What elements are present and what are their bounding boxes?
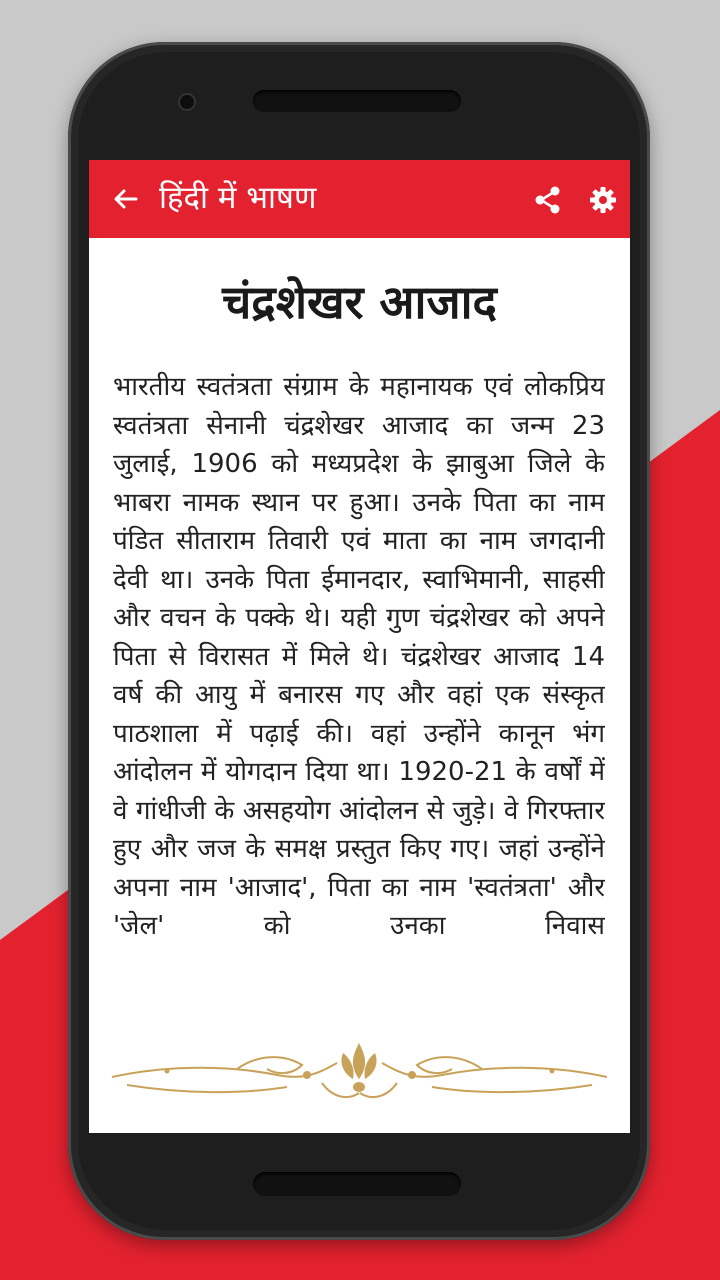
front-camera xyxy=(180,95,194,109)
back-arrow-icon[interactable] xyxy=(109,182,143,216)
app-screen xyxy=(89,160,630,1133)
gold-flourish-ornament xyxy=(107,1035,612,1115)
article-body: भारतीय स्वतंत्रता संग्राम के महानायक एवं लोकप्रिय स्वतंत्रता सेनानी चंद्रशेखर आजाद का जन्म 23 जुलाई, 1906 को मध्यप्रदेश के झाबुआ जिले के भाबरा नामक स्थान पर हुआ। उनके पिता का नाम पंडित सीताराम तिवारी एवं माता का नाम जगदानी देवी था। उनके पिता ईमानदार, स्वाभिमानी, साहसी और वचन के पक्के थे। यही गुण चंद्रशेखर को अपने पिता से विरासत में मिले थे। चंद्रशेखर आजाद 14 वर्ष की आयु में बनारस गए और वहां एक संस्कृत पाठशाला में पढ़ाई की। वहां उन्होंने कानून भंग आंदोलन में योगदान दिया था। 1920-21 के वर्षों में वे गांधीजी के असहयोग आंदोलन से जुड़े। वे गिरफ्तार हुए और जज के समक्ष प्रस्तुत किए गए। जहां उन्होंने अपना नाम 'आजाद', पिता का नाम 'स्वतंत्रता' और 'जेल' को उनका निवास xyxy=(113,372,605,941)
app-bar xyxy=(89,160,630,238)
app-title: हिंदी में भाषण xyxy=(159,180,317,216)
share-icon[interactable] xyxy=(533,185,563,215)
earpiece-speaker xyxy=(253,90,461,112)
bottom-speaker xyxy=(253,1172,461,1196)
gear-icon[interactable] xyxy=(587,184,619,216)
article-title: चंद्रशेखर आजाद xyxy=(222,275,497,329)
